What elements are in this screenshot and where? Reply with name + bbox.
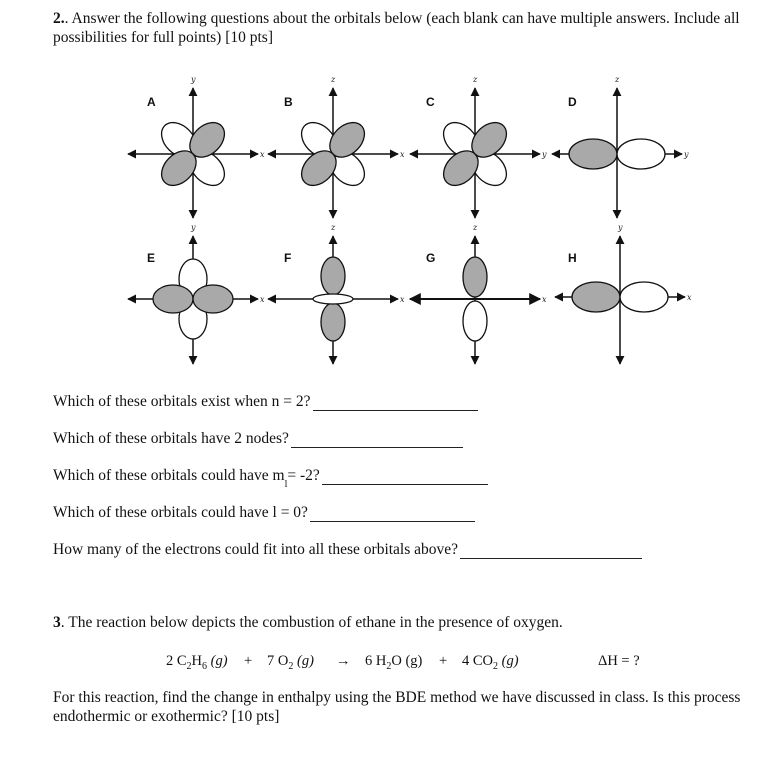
question-line-3: Which of these orbitals could have m l = -2? [53,466,488,485]
orbital-F [268,223,405,364]
orbital-label-A: A [147,95,156,109]
question-2-number: 2. [53,10,65,27]
orbital-diagram [0,0,776,380]
question-line-1 [53,392,478,411]
question-line-4 [53,503,475,522]
axis-label-A-h: x [260,150,265,159]
orbital-label-B: B [284,95,293,109]
answer-blank[interactable] [291,433,463,448]
orbital-D [552,75,689,218]
orbital-label-C: C [426,95,435,109]
orbital-label-H: H [568,251,577,265]
axis-label-B-h: x [400,150,405,159]
answer-blank[interactable] [460,544,642,559]
question-text: Which of these orbitals have 2 nodes? [53,430,289,447]
axis-label-D-h: y [684,150,689,159]
product-water: 6 $H_2O$ (g) [365,653,423,672]
orbital-label-E: E [147,251,156,265]
orbital-H [555,223,692,364]
question-line-2 [53,429,463,448]
question-3-prompt [53,613,563,632]
reactant-ethane: 2 $C_2H_6$ (g) [166,653,228,672]
question-3-number: 3 [53,614,61,631]
axis-label-A-v: y [191,75,196,84]
axis-label-B-v: z [331,75,336,84]
answer-blank[interactable] [310,507,475,522]
axis-label-G-h: x [542,295,547,304]
axis-label-H-v: y [618,223,623,232]
question-line-5 [53,540,642,559]
delta-h: ΔH = ? [598,653,640,669]
reactant-oxygen: 7 $O_2$ (g) [267,653,314,672]
question-2-text: . Answer the following questions about the orbitals below (each blank can have multiple answers. Include all possibilities for full points) [10 pts] [53,10,740,46]
question-text-post: = -2? [287,467,320,484]
question-text: Which of these orbitals could have m [53,467,285,484]
plus-sign-1: + [244,653,253,669]
orbital-label-F: F [284,251,292,265]
question-text: Which of these orbitals exist when n = 2? [53,393,311,410]
orbital-label-D: D [568,95,577,109]
orbital-label-G: G [426,251,436,265]
question-text: Which of these orbitals could have l = 0? [53,504,308,521]
orbital-C [410,75,547,218]
orbital-B [268,75,405,218]
axis-label-D-v: z [615,75,620,84]
answer-blank[interactable] [313,396,478,411]
orbital-G [410,223,547,364]
product-co2: 4 $CO_2$ (g) [462,653,519,672]
axis-label-C-h: y [542,150,547,159]
axis-label-E-h: x [260,295,265,304]
plus-sign-2: + [439,653,448,669]
question-3-text: . The reaction below depicts the combustion of ethane in the presence of oxygen. [60,614,563,631]
axis-label-E-v: y [191,223,196,232]
orbital-A [128,75,265,218]
question-text: How many of the electrons could fit into all these orbitals above? [53,541,459,558]
axis-label-F-h: x [400,295,405,304]
question-3-instructions: For this reaction, find the change in enthalpy using the BDE method we have discussed in class. Is this process endothermic or exothermic? [10 pts] [53,689,741,725]
axis-label-C-v: z [473,75,478,84]
axis-label-F-v: z [331,223,336,232]
reaction-arrow: → [336,653,351,669]
answer-blank[interactable] [322,470,488,485]
axis-label-G-v: z [473,223,478,232]
orbital-E [128,223,265,364]
axis-label-H-h: x [687,293,692,302]
